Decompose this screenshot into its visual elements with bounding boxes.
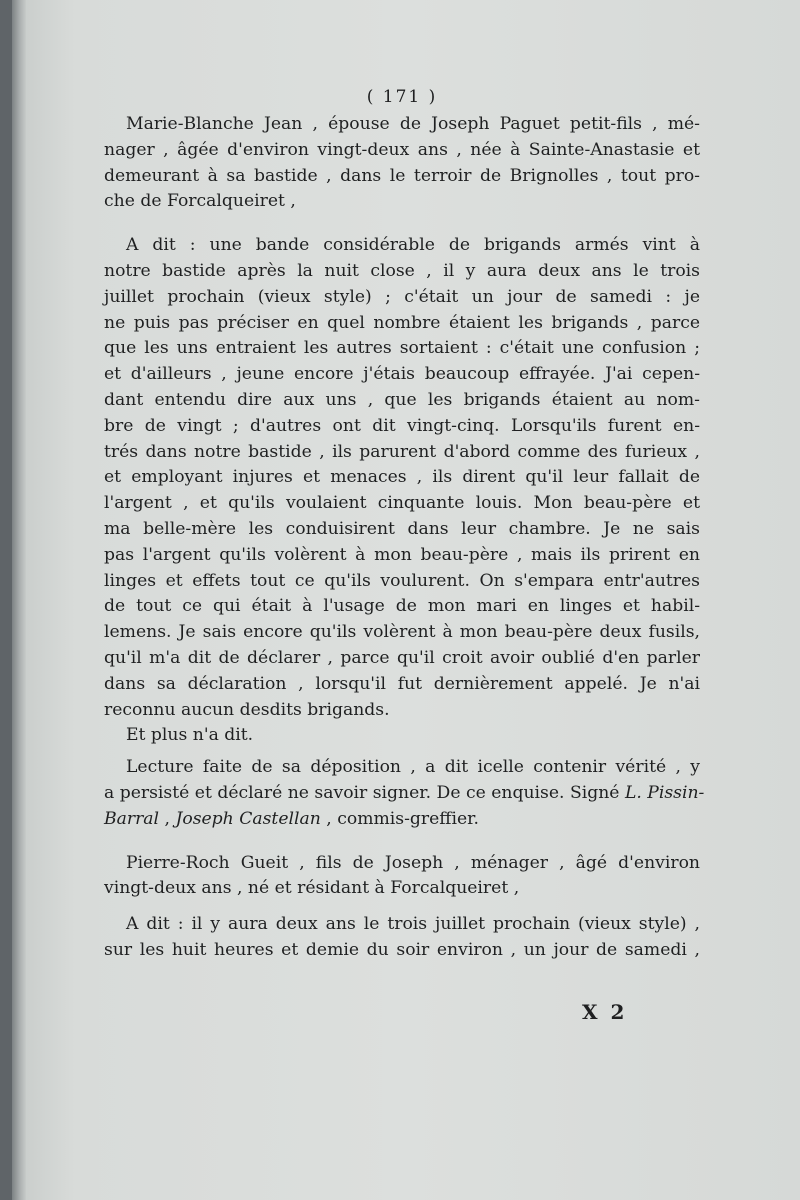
text-line [104,781,705,807]
deposition-1-body [104,233,700,723]
text-line: dant entendu dire aux uns , que les brigands étaient au nom- [104,389,700,410]
text-line: lemens. Je sais encore qu'ils volèrent à mon beau-père deux fusils, [104,622,700,643]
deposition-1-reading [104,755,705,832]
text-line: nager , âgée d'environ vingt-deux ans , née à Sainte-Anastasie et [104,139,700,160]
text-line: qu'il m'a dit de déclarer , parce qu'il croit avoir oublié d'en parler [104,647,700,668]
text-line: notre bastide après la nuit close , il y aura deux ans le trois [104,260,700,281]
text-line: bre de vingt ; d'autres ont dit vingt-cinq. Lorsqu'ils furent en- [104,415,700,436]
page-text-block [104,82,705,964]
text-line: demeurant à sa bastide , dans le terroir de Brignolles , tout pro- [104,165,700,186]
text-line: vingt-deux ans , né et résidant à Forcalqueiret , [104,878,520,899]
text-line: linges et effets tout ce qu'ils voulurent. On s'empara entr'autres [104,570,700,591]
text-line: et d'ailleurs , jeune encore j'étais beaucoup effrayée. J'ai cepen- [104,364,700,385]
text-line: de tout ce qui était à l'usage de mon mari en linges et habil- [104,596,700,617]
signatory-separator: , [159,808,176,829]
text-line: Pierre-Roch Gueit , fils de Joseph , ménager , âgé d'environ [126,852,700,873]
text-line: Et plus n'a dit. [126,725,254,746]
signatory-name-barral: Barral [104,808,160,829]
text-line: pas l'argent qu'ils volèrent à mon beau-père , mais ils prirent en [104,544,700,565]
text-line: l'argent , et qu'ils voulaient cinquante louis. Mon beau-père et [104,493,700,514]
deposition-1-intro [104,112,700,215]
text-line: dans sa déclaration , lorsqu'il fut dernièrement appelé. Je n'ai [104,673,700,694]
text-line: Lecture faite de sa déposition , a dit icelle contenir vérité , y [126,757,700,778]
deposition-2-intro [104,851,700,903]
text-line: sur les huit heures et demie du soir environ , un jour de samedi , [104,939,700,960]
text-line: trés dans notre bastide , ils parurent d'abord comme des furieux , [104,441,700,462]
text-line [104,807,700,833]
text-line: A dit : une bande considérable de brigands armés vint à [126,235,700,256]
page-edge-shadow [12,0,26,1200]
signatory-role: , commis-greffier. [320,808,479,829]
text-line: ma belle-mère les conduisirent dans leur chambre. Je ne sais [104,518,700,539]
signatory-name-castellan: Joseph Castellan [175,808,321,829]
signatory-name-pissin: L. Pissin- [624,782,705,803]
paragraph-gap [104,833,700,851]
gathering-signature-mark: X 2 [582,1000,628,1024]
paragraph-gap [104,215,700,233]
text-line: A dit : il y aura deux ans le trois juillet prochain (vieux style) , [126,914,700,935]
reading-line-2: a persisté et déclaré ne savoir signer. De ce enquise. Signé [104,782,620,803]
text-line: che de Forcalqueiret , [104,191,296,212]
text-line: et employant injures et menaces , ils dirent qu'il leur fallait de [104,467,700,488]
text-line: Marie-Blanche Jean , épouse de Joseph Paguet petit-fils , mé- [126,114,700,134]
paragraph-gap [104,902,700,912]
text-line: juillet prochain (vieux style) ; c'était un jour de samedi : je [104,286,700,307]
page-number-header: ( 171 ) [366,87,438,107]
text-line: reconnu aucun desdits brigands. [104,699,390,720]
text-line: que les uns entraient les autres sortaient : c'était une confusion ; [104,338,700,359]
deposition-2-body [104,912,700,964]
text-line: ne puis pas préciser en quel nombre étaient les brigands , parce [104,312,700,333]
deposition-1-closing [104,723,700,749]
